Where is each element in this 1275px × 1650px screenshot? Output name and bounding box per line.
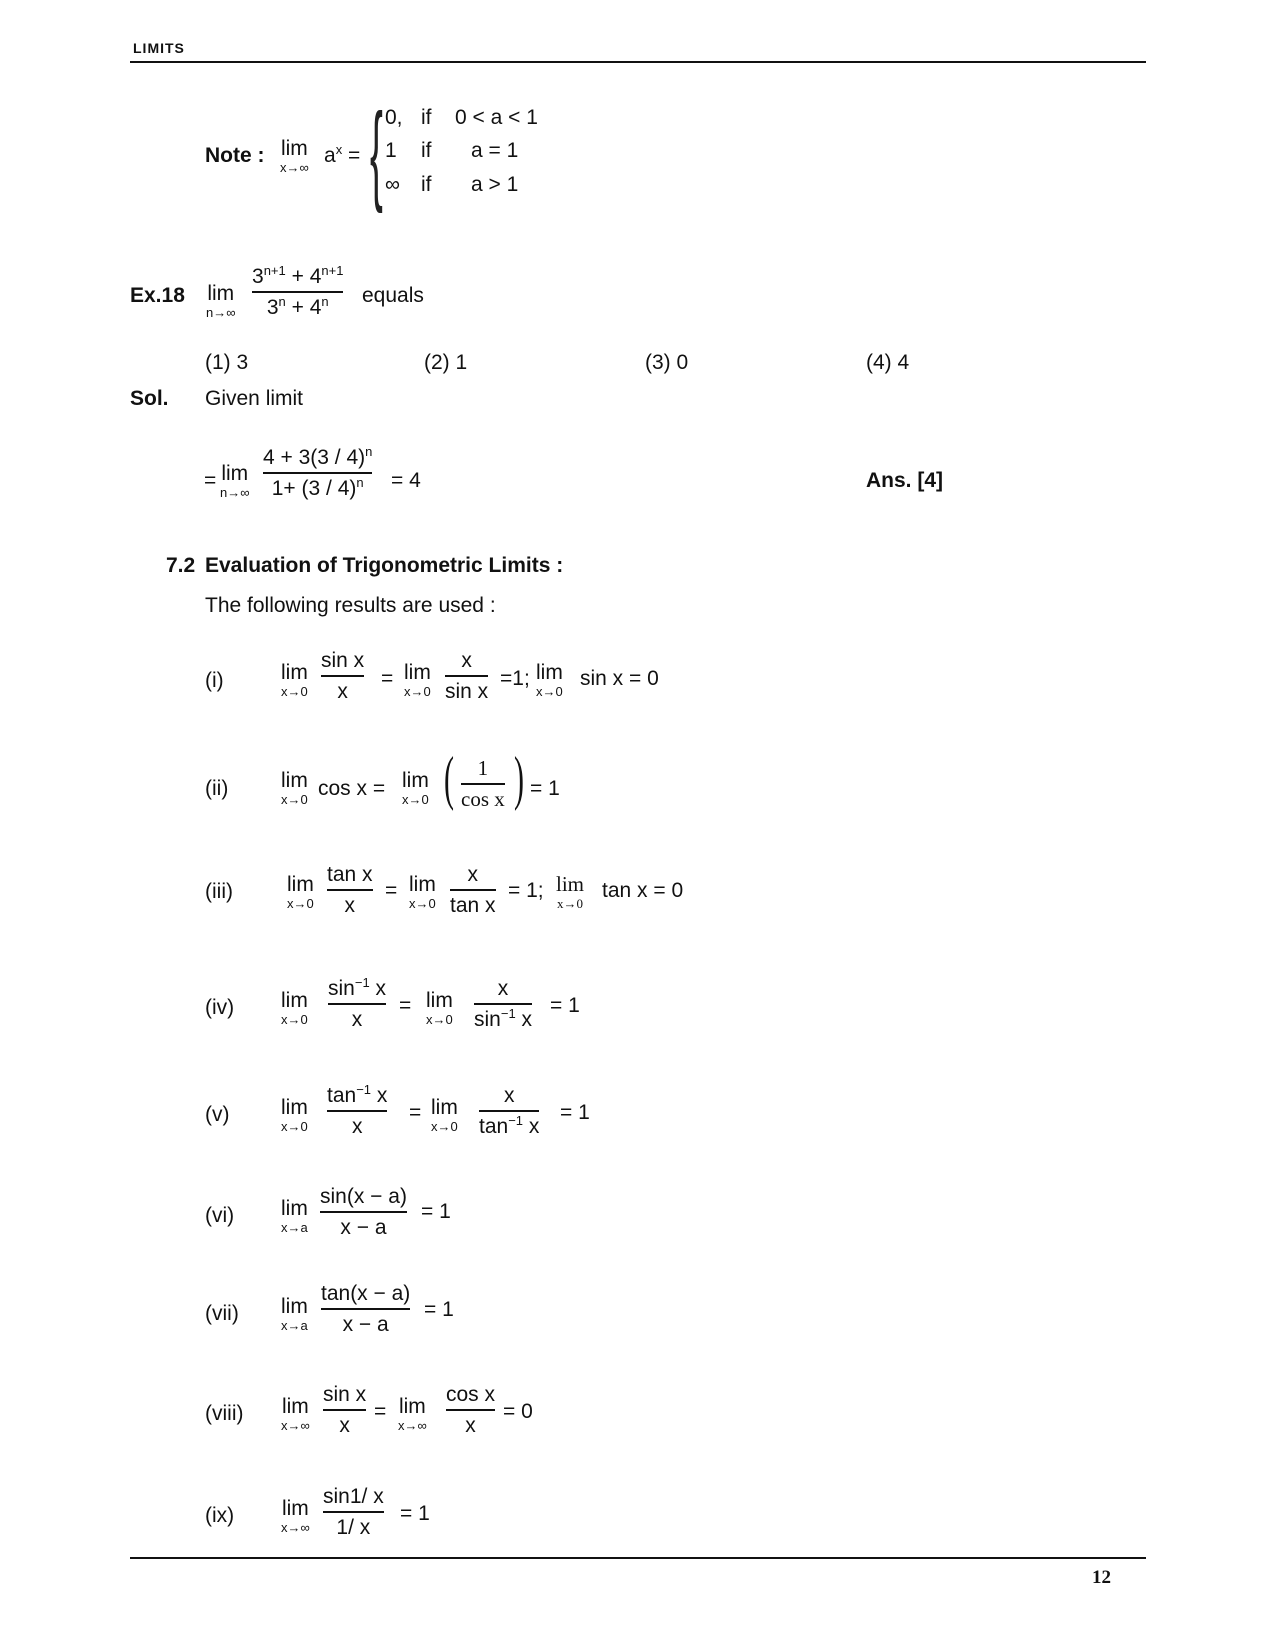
result-mid: = 1; (508, 879, 544, 902)
result-lim (398, 1396, 427, 1432)
denominator-text: 1+ (3 / 4) (271, 476, 357, 500)
header-rule (130, 61, 1146, 63)
lim-subscript: x→0 (402, 792, 429, 807)
equals: = (399, 994, 412, 1017)
item-label: (iv) (205, 996, 235, 1019)
fraction-bar (479, 1110, 539, 1112)
exponent: −1 (500, 1005, 516, 1021)
numerator: sin x (321, 649, 365, 672)
lim-word: lim (281, 1197, 308, 1220)
result-fraction (446, 1384, 495, 1436)
lim-word: lim (556, 872, 585, 896)
result-fraction (323, 1384, 366, 1436)
note-case-2 (385, 173, 519, 196)
result-lim (281, 990, 308, 1026)
lim-subscript: x→0 (281, 1119, 308, 1134)
lim-word: lim (281, 1497, 309, 1520)
left-paren-icon: ( (444, 745, 454, 811)
lim-subscript: x→∞ (280, 160, 309, 175)
fraction-bar (446, 1409, 495, 1411)
solution-label: Sol. (130, 387, 169, 410)
lim-word: lim (221, 462, 249, 485)
denominator: tan x (450, 893, 496, 917)
fraction-bar (474, 1003, 532, 1005)
answer: Ans. [4] (866, 469, 944, 492)
result-fraction (323, 1486, 384, 1538)
lim-subscript: x→0 (426, 1012, 453, 1027)
item-label: (ix) (205, 1504, 235, 1527)
equals: = (409, 1101, 422, 1124)
fraction-bar (252, 291, 343, 293)
result-tail: = 0 (503, 1400, 533, 1423)
numerator: tan x (327, 863, 373, 886)
result-lim (281, 1498, 310, 1534)
plus: + (291, 265, 304, 288)
lim-word: lim (281, 661, 308, 684)
result-tail: = 1 (421, 1200, 451, 1223)
fraction-bar (327, 889, 373, 891)
denominator: x − a (340, 1215, 387, 1239)
lim-subscript: x→a (281, 1318, 308, 1333)
result-lim (281, 1097, 308, 1133)
result-lim (402, 770, 429, 806)
numerator: 1 (477, 756, 489, 780)
solution-eq-prefix: = (204, 469, 217, 492)
exponent: −1 (354, 975, 370, 990)
solution-lim (220, 463, 250, 499)
case-value: 0, (385, 106, 403, 129)
lim-subscript: x→0 (431, 1119, 458, 1134)
lim-subscript: x→0 (409, 896, 436, 911)
fn: tan (327, 1084, 357, 1107)
result-lim (556, 874, 584, 910)
numerator: x (461, 649, 472, 672)
fraction-bar (328, 1003, 386, 1005)
lim-subscript: x→a (281, 1220, 308, 1235)
solution-numerator (263, 444, 373, 469)
numerator: tan(x − a) (321, 1282, 411, 1305)
item-label: (viii) (205, 1402, 244, 1425)
denominator: sin x (445, 679, 489, 703)
lim-subscript: x→0 (281, 1012, 308, 1027)
result-fraction (321, 1283, 410, 1335)
exponent: n (278, 293, 286, 309)
example-label: Ex.18 (130, 284, 185, 307)
section-intro: The following results are used : (205, 594, 496, 617)
item-label: (v) (205, 1103, 230, 1126)
lim-subscript: x→0 (557, 896, 583, 911)
fraction-bar (321, 675, 364, 677)
right-paren-icon: ) (514, 745, 524, 811)
fraction-bar (323, 1511, 384, 1513)
numerator: sin x (323, 1383, 367, 1406)
numerator: sin(x − a) (320, 1185, 407, 1208)
lim-word: lim (281, 1295, 308, 1318)
plus: + (291, 295, 304, 319)
lim-word: lim (287, 873, 314, 896)
example-suffix: equals (362, 284, 424, 307)
arg: x (369, 977, 387, 1000)
exponent: n (365, 444, 373, 459)
result-fraction (320, 1186, 407, 1238)
result-fraction (445, 650, 488, 702)
result-lim (287, 874, 314, 910)
numerator: x (497, 977, 509, 1000)
term: 4 (309, 295, 322, 319)
lim-subscript: n→∞ (220, 485, 250, 500)
result-lim (281, 662, 308, 698)
note-exponent: x (335, 142, 343, 157)
numerator: x (503, 1084, 515, 1107)
equals: = (381, 667, 394, 690)
lim-word: lim (426, 989, 453, 1012)
lim-word: lim (281, 989, 308, 1012)
result-fraction (450, 864, 496, 916)
result-lim (281, 1198, 308, 1234)
result-lim (404, 662, 431, 698)
note-base: a (324, 144, 336, 167)
result-lim (431, 1097, 458, 1133)
lim-word: lim (431, 1096, 458, 1119)
denominator (474, 1005, 533, 1031)
lim-word: lim (398, 1395, 426, 1418)
result-fraction (327, 1082, 388, 1138)
lim-word: lim (207, 282, 235, 305)
result-fraction (328, 975, 387, 1031)
solution-fraction (263, 444, 373, 500)
lim-word: lim (409, 873, 436, 896)
running-header: LIMITS (133, 40, 185, 56)
result-lim (426, 990, 453, 1026)
term: 4 (309, 265, 322, 288)
item-label: (vi) (205, 1204, 235, 1227)
item-label: (iii) (205, 880, 233, 903)
result-tail: = 1 (400, 1502, 430, 1525)
denominator: x (344, 893, 356, 917)
example-fraction (252, 263, 344, 319)
case-if: if (421, 139, 432, 162)
section-number: 7.2 (166, 554, 196, 577)
solution-intro: Given limit (205, 387, 304, 410)
numerator: x (467, 863, 479, 886)
note-expression (324, 142, 361, 167)
case-condition: 0 < a < 1 (455, 106, 538, 129)
result-fraction (321, 650, 364, 702)
case-if: if (421, 173, 432, 196)
lim-subscript: x→0 (281, 684, 308, 699)
numerator (327, 1082, 388, 1107)
case-value: ∞ (385, 173, 400, 196)
result-lim (281, 1396, 310, 1432)
result-fraction (474, 978, 532, 1030)
result-lim (536, 662, 563, 698)
term: 3 (252, 265, 264, 288)
fraction-bar (320, 1211, 407, 1213)
item-label: (i) (205, 669, 224, 692)
result-tail: tan x = 0 (602, 879, 684, 902)
term: 3 (266, 295, 279, 319)
numerator (328, 975, 387, 1000)
lim-word: lim (402, 769, 429, 792)
lim-word: lim (404, 661, 431, 684)
option-2: (2) 1 (424, 351, 468, 374)
lim-subscript: x→0 (287, 896, 314, 911)
lim-word: lim (280, 137, 308, 160)
result-tail: = 1 (424, 1298, 454, 1321)
numerator-text: 4 + 3(3 / 4) (263, 446, 366, 469)
option-3: (3) 0 (645, 351, 689, 374)
option-1: (1) 3 (205, 351, 249, 374)
denominator: x (351, 1007, 363, 1031)
lim-subscript: x→0 (281, 792, 308, 807)
lim-subscript: x→0 (404, 684, 431, 699)
denominator: 1/ x (336, 1515, 371, 1539)
lim-subscript: x→0 (536, 684, 563, 699)
result-tail: = 1 (560, 1101, 590, 1124)
note-lim (280, 138, 309, 174)
result-tail: = 1 (530, 777, 560, 800)
denominator: x (465, 1413, 476, 1437)
numerator: cos x (446, 1383, 496, 1406)
note-case-1 (385, 139, 519, 162)
exponent: −1 (356, 1082, 372, 1097)
item-label: (vii) (205, 1302, 239, 1325)
lim-word: lim (281, 1096, 308, 1119)
result-lim (281, 1296, 308, 1332)
fraction-bar (263, 472, 372, 474)
arg: x (371, 1084, 388, 1107)
note-case-0 (385, 106, 538, 129)
result-mid: =1; (500, 667, 530, 690)
example-numerator (252, 263, 344, 288)
fraction-bar (321, 1308, 410, 1310)
denominator (479, 1112, 540, 1138)
fraction-bar (323, 1409, 366, 1411)
result-lim (281, 770, 308, 806)
case-condition: a = 1 (471, 139, 519, 162)
fraction-bar (445, 675, 488, 677)
arg: x (523, 1114, 540, 1138)
result-tail: = 1 (550, 994, 580, 1017)
solution-denominator (263, 474, 372, 500)
case-value: 1 (385, 139, 397, 162)
result-text: cos x = (318, 777, 386, 800)
note-equals: = (348, 144, 361, 167)
lim-word: lim (536, 661, 563, 684)
result-fraction (461, 758, 505, 810)
result-lim (409, 874, 436, 910)
exponent: n+1 (263, 263, 286, 278)
lim-subscript: n→∞ (206, 305, 236, 320)
arg: x (515, 1007, 533, 1031)
case-if: if (421, 106, 432, 129)
fraction-bar (450, 889, 496, 891)
case-condition: a > 1 (471, 173, 519, 196)
fn: tan (479, 1114, 509, 1138)
fraction-bar (327, 1110, 387, 1112)
lim-word: lim (281, 769, 308, 792)
option-4: (4) 4 (866, 351, 910, 374)
denominator: x − a (342, 1312, 389, 1336)
note-label: Note : (205, 144, 265, 167)
result-fraction (327, 864, 373, 916)
equals: = (385, 879, 398, 902)
fn: sin (328, 977, 355, 1000)
lim-word: lim (281, 1395, 309, 1418)
equals: = (374, 1400, 387, 1423)
lim-subscript: x→∞ (281, 1520, 310, 1535)
denominator: x (337, 679, 348, 703)
result-fraction (479, 1085, 539, 1137)
exponent: n+1 (321, 263, 344, 278)
exponent: n (356, 474, 364, 490)
lim-subscript: x→∞ (398, 1418, 427, 1433)
fn: sin (474, 1007, 501, 1031)
exponent: −1 (508, 1112, 524, 1128)
item-label: (ii) (205, 777, 229, 800)
numerator: sin1/ x (323, 1485, 384, 1508)
exponent: n (321, 293, 329, 309)
example-lim (206, 283, 236, 319)
denominator: x (351, 1114, 363, 1138)
left-brace-icon: { (370, 91, 383, 214)
page-number: 12 (1092, 1567, 1111, 1588)
denominator: x (339, 1413, 350, 1437)
fraction-bar (461, 783, 505, 785)
denominator: cos x (461, 786, 505, 811)
example-denominator (252, 293, 343, 319)
result-tail: sin x = 0 (580, 667, 659, 690)
footer-rule (130, 1557, 1146, 1559)
solution-result: = 4 (391, 469, 421, 492)
lim-subscript: x→∞ (281, 1418, 310, 1433)
section-title: Evaluation of Trigonometric Limits : (205, 554, 564, 577)
